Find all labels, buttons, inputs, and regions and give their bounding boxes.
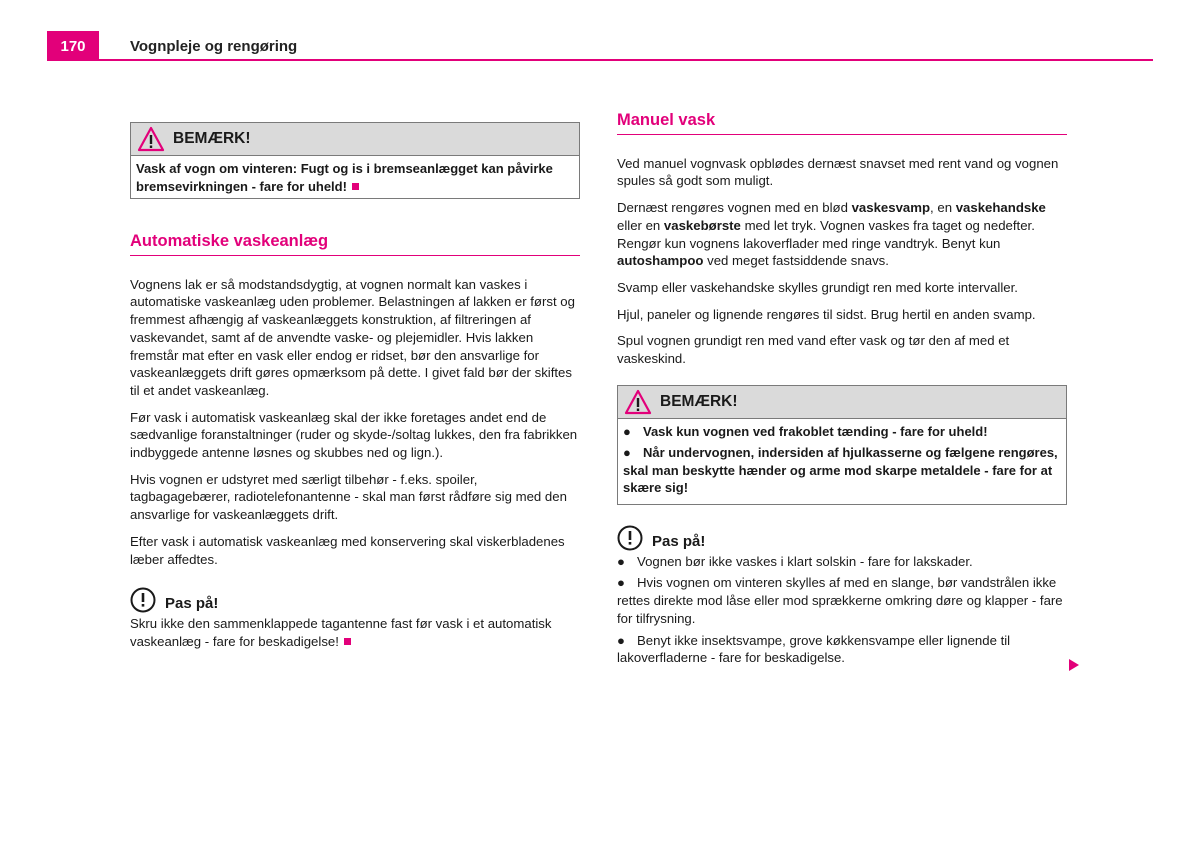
bullet-dot-icon: ● [623,445,631,461]
warning-triangle-icon [137,126,165,152]
page-number: 170 [47,31,99,61]
caution-item-text: Benyt ikke insektsvampe, grove køkkensvampe eller lignende til lakoverfladerne - fare for beskadigelse. [617,632,1011,666]
exclamation-circle-icon [617,525,643,551]
paragraph: Vognens lak er så modstandsdygtig, at vognen normalt kan vaskes i automatiske vaskeanlæg uden problemer. Belastningen af lakken er først og fremmest afhængig af vaskeanlæggets konstruktion, af filtreringen af vaskevandet, samt af de anvendte vaske- og plejemidler. Hvis lakken fremstår mat efter en vask eller endog er ridset, bør den ansvarlige for vaskeanlæggets drift gøres opmærksom på dette. I givet fald bør der skiftes til et andet vaskeanlæg. [130,276,575,398]
caution-label: Pas på! [165,595,219,613]
caution-header [617,525,1067,551]
paragraph: Hvis vognen er udstyret med særligt tilbehør - f.eks. spoiler, tagbagagebærer, radiotelefonantenne - skal man først rådføre sig med den ansvarlige for vaskeanlæggets drift. [130,471,567,523]
caution-text: Skru ikke den sammenklappede tagantenne fast før vask i et automatisk vaskeanlæg - fare for beskadigelse! [130,616,552,649]
warning-triangle-icon [624,389,652,415]
caution-item [617,632,1067,667]
text-run: eller en [617,217,664,233]
term-shampoo: autoshampoo [617,253,704,269]
notice-body [618,419,1066,504]
notice-item-text: Når undervognen, indersiden af hjulkasserne og fælgene rengøres, skal man beskytte hænder og arme mod skarpe metaldele - fare for at skære sig! [623,445,1058,496]
notice-header [618,386,1066,419]
notice-item [623,423,1061,441]
notice-box [130,122,580,199]
end-of-section-square-icon [352,183,359,190]
section-title-manual-wash: Manuel vask [617,112,1067,135]
end-of-section-square-icon [344,638,351,645]
caution-label: Pas på! [652,532,706,550]
term-sponge: vaskesvamp [851,200,931,216]
term-glove: vaskehandske [955,200,1046,216]
notice-box [617,385,1067,505]
notice-label: BEMÆRK! [173,130,251,148]
notice-label: BEMÆRK! [660,392,738,410]
term-brush: vaskebørste [663,217,741,233]
text-run: Dernæst rengøres vognen med en blød [617,200,852,216]
notice-body [131,156,579,198]
paragraph: Hjul, paneler og lignende rengøres til sidst. Brug hertil en anden svamp. [617,306,1036,322]
caution-item-text: Vognen bør ikke vaskes i klart solskin - fare for lakskader. [637,553,973,569]
paragraph-products [617,199,1067,270]
paragraph: Spul vognen grundigt ren med vand efter vask og tør den af med et vaskeskind. [617,333,1010,367]
notice-text: Vask af vogn om vinteren: Fugt og is i bremseanlægget kan påvirke bremsevirkningen - fare for uheld! [136,161,553,194]
notice-item-text: Vask kun vognen ved frakoblet tænding - fare for uheld! [643,423,988,439]
paragraph: Før vask i automatisk vaskeanlæg skal der ikke foretages andet end de sædvanlige foranstaltninger (ruder og skyde-/soltag lukkes, den fra fabrikken indbyggede antenne løsnes og skubbes ned og lign.). [130,409,578,461]
caution-item-text: Hvis vognen om vinteren skylles af med en slange, bør vandstrålen ikke rettes direkte mod låse eller mod sprækkerne omkring døre og klapper - fare for tilfrysning. [617,575,1063,626]
text-run: ved meget fastsiddende snavs. [703,253,889,269]
right-column [617,112,1067,671]
header-rule [47,59,1153,61]
left-column [130,122,580,660]
section-title-automatic-wash: Automatiske vaskeanlæg [130,233,580,256]
bullet-dot-icon: ● [617,575,625,591]
notice-header [131,123,579,156]
notice-item [623,444,1061,497]
caution-item [617,574,1067,627]
text-run: med let tryk. Vognen vaskes fra taget og nedefter. Rengør kun vognens lakoverflader med ringe vandtryk. Benyt kun [617,217,1035,251]
chapter-title: Vognpleje og rengøring [130,38,298,55]
caution-header [130,587,580,613]
bullet-dot-icon: ● [623,423,631,439]
paragraph: Efter vask i automatisk vaskeanlæg med konservering skal viskerbladenes læber affedtes. [130,533,565,567]
text-run: , en [930,200,956,216]
caution-text-wrap [130,615,580,650]
bullet-dot-icon: ● [617,553,625,569]
exclamation-circle-icon [130,587,156,613]
paragraph: Ved manuel vognvask opblødes dernæst snavset med rent vand og vognen spules så godt som muligt. [617,155,1059,189]
continue-arrow-icon [1068,658,1080,672]
caution-item [617,553,1067,571]
bullet-dot-icon: ● [617,632,625,648]
paragraph: Svamp eller vaskehandske skylles grundigt ren med korte intervaller. [617,279,1018,295]
